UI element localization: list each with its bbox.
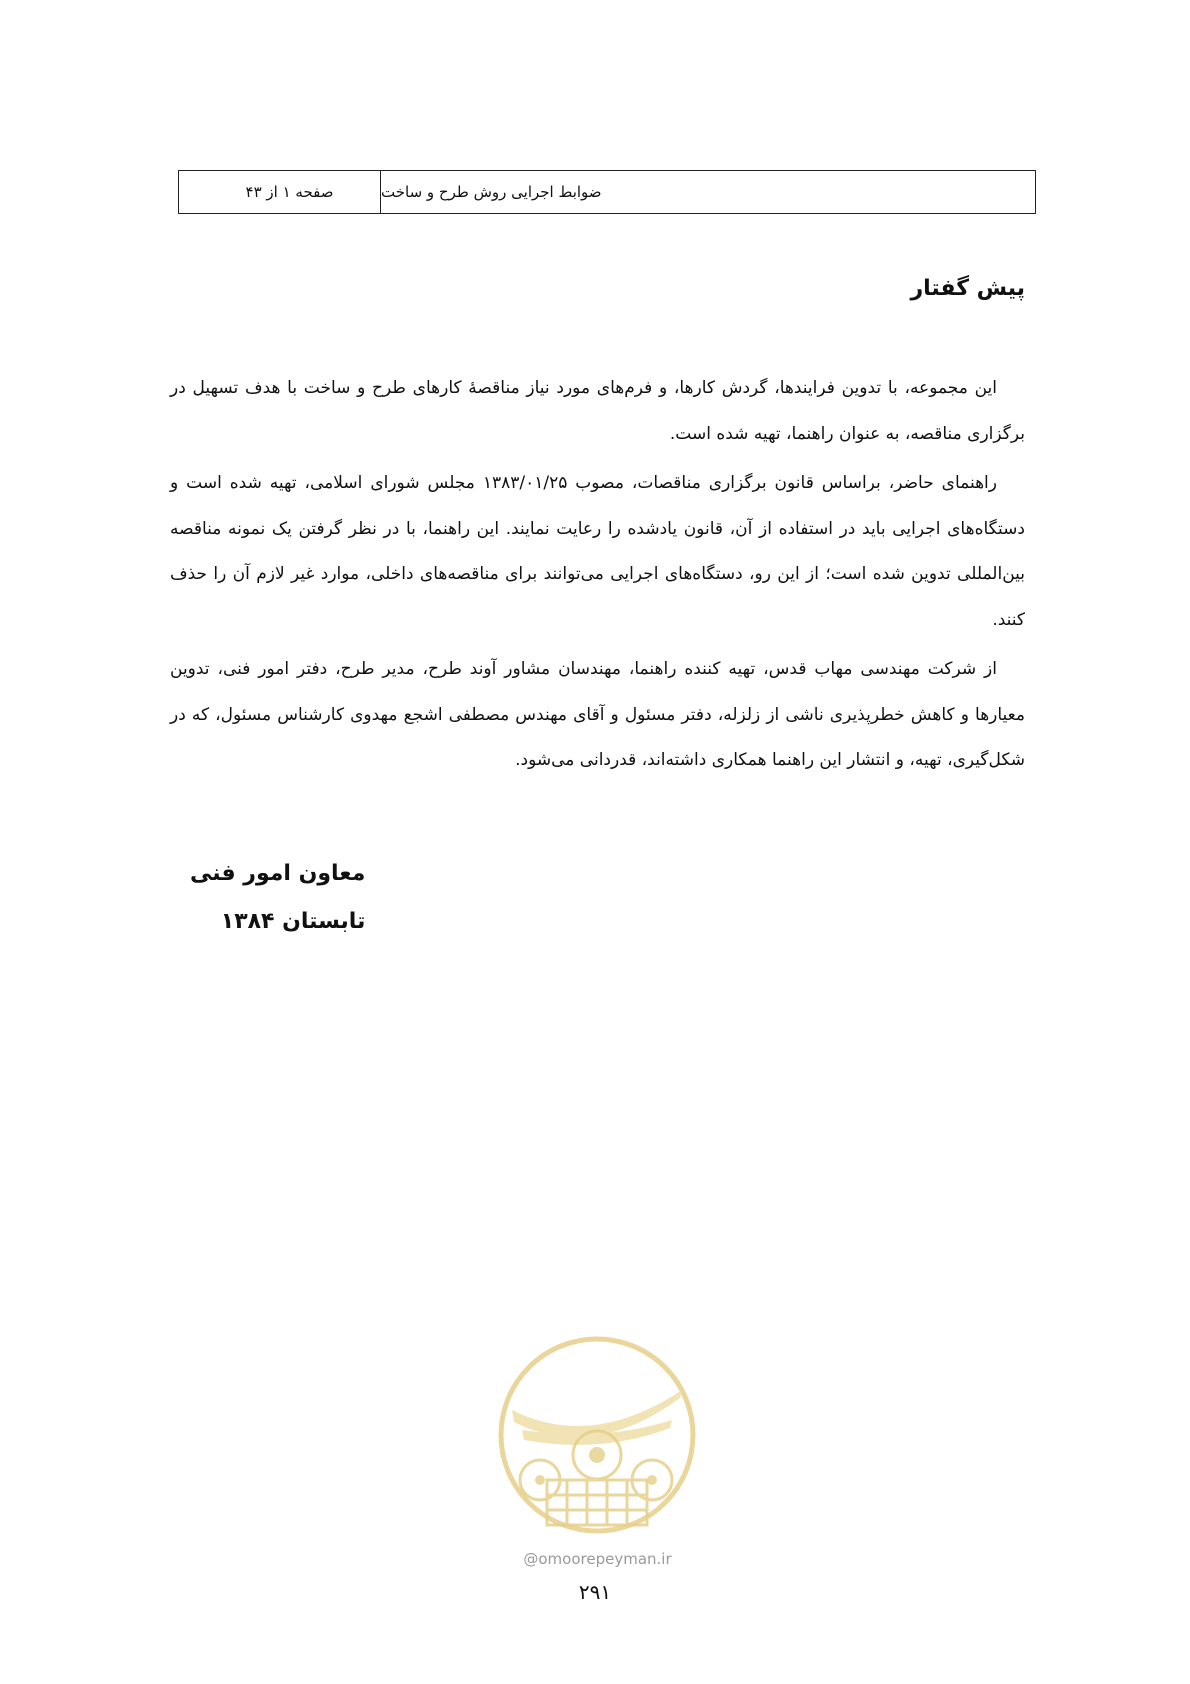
page-info-cell	[179, 171, 381, 213]
signature-block	[190, 850, 365, 946]
paragraph: از شرکت مهندسی مهاب قدس، تهیه کننده راهنما، مهندسان مشاور آوند طرح، مدیر طرح، دفتر امور فنی، تدوین معیارها و کاهش خطرپذیری ناشی از زلزله، دفتر مسئول و آقای مهندس مصطفی اشجع مهدوی کارشناس مسئول، که در شکل‌گیری، تهیه، و انتشار این راهنما همکاری داشته‌اند، قدردانی می‌شود.	[170, 659, 1025, 770]
watermark-caption: @omoorepeyman.ir	[523, 1550, 672, 1568]
watermark-logo	[492, 1330, 702, 1540]
document-title-cell	[381, 171, 1035, 213]
document-title: ضوابط اجرایی روش طرح و ساخت	[381, 183, 602, 201]
signature-date: تابستان ۱۳۸۴	[220, 909, 366, 934]
page-info: صفحه ۱ از ۴۳	[245, 183, 334, 201]
page-number: ۲۹۱	[578, 1580, 612, 1604]
section-heading: پیش گفتار	[910, 276, 1025, 301]
paragraph: راهنمای حاضر، براساس قانون برگزاری مناقصات، مصوب ۱۳۸۳/۰۱/۲۵ مجلس شورای اسلامی، تهیه شده است و دستگاه‌های اجرایی باید در استفاده از آن، قانون یادشده را رعایت نمایند. این راهنما، با در نظر گرفتن یک نمونه مناقصه بین‌المللی تدوین شده است؛ از این رو، دستگاه‌های اجرایی می‌توانند برای مناقصه‌های داخلی، موارد غیر لازم آن را حذف کنند.	[170, 473, 1025, 630]
signature-title: معاون امور فنی	[190, 861, 366, 886]
body-text	[170, 366, 1025, 784]
page-header-table	[178, 170, 1036, 214]
paragraph: این مجموعه، با تدوین فرایندها، گردش کارها، و فرم‌های مورد نیاز مناقصۀ کارهای طرح و ساخت با هدف تسهیل در برگزاری مناقصه، به عنوان راهنما، تهیه شده است.	[170, 378, 1025, 444]
